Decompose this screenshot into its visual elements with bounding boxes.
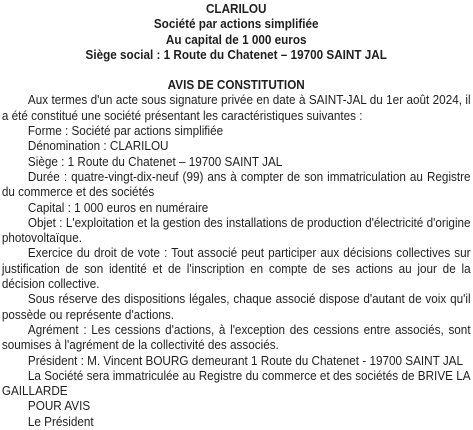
company-capital: Au capital de 1 000 euros [165, 32, 307, 47]
president-line: Président : M. Vincent BOURG demeurant 1 Route du Chatenet - 19700 SAINT JAL [27, 353, 464, 368]
spacer [2, 63, 471, 78]
notice-title: AVIS DE CONSTITUTION [167, 78, 305, 93]
intro-paragraph: Aux termes d'un acte sous signature privée en date à SAINT-JAL du 1er août 2024, il a été constitué une société présentant les caractéristiques suivantes : [1, 93, 471, 123]
capital-line: Capital : 1 000 euros en numéraire [27, 200, 209, 215]
immatriculation-paragraph: La Société sera immatriculée au Registre du commerce et des sociétés de BRIVE LA GAILLARDE [1, 368, 471, 399]
company-name: CLARILOU [205, 2, 267, 16]
signature-line: Le Président [27, 414, 94, 429]
company-seat: Siège social : 1 Route du Chatenet – 19700 SAINT JAL [85, 47, 387, 62]
siege-line: Siège : 1 Route du Chatenet – 19700 SAINT JAL [27, 154, 283, 169]
reserve-paragraph: Sous réserve des dispositions légales, chaque associé dispose d'autant de voix qu'il possède ou représente d'actions. [1, 292, 471, 322]
vote-paragraph: Exercice du droit de vote : Tout associé peut participer aux décisions collectives sur justification de son identité et de l'inscription en compte de ses actions au jour de la décision collective. [1, 246, 471, 292]
agrement-paragraph: Agrément : Les cessions d'actions, à l'exception des cessions entre associés, sont soumises à l'agrément de la collectivité des associés. [1, 322, 471, 353]
legal-notice [0, 2, 471, 430]
company-form: Société par actions simplifiée [153, 17, 319, 32]
duree-paragraph: Durée : quatre-vingt-dix-neuf (99) ans à compter de son immatriculation au Registre du commerce et des sociétés [1, 169, 471, 200]
notice-header [2, 2, 471, 63]
objet-paragraph: Objet : L'exploitation et la gestion des installations de production d'électricité d'origine photovoltaïque. [1, 215, 471, 246]
forme-line: Forme : Société par actions simplifiée [27, 124, 224, 139]
denomination-line: Dénomination : CLARILOU [27, 139, 169, 154]
pour-avis-line: POUR AVIS [27, 399, 91, 414]
